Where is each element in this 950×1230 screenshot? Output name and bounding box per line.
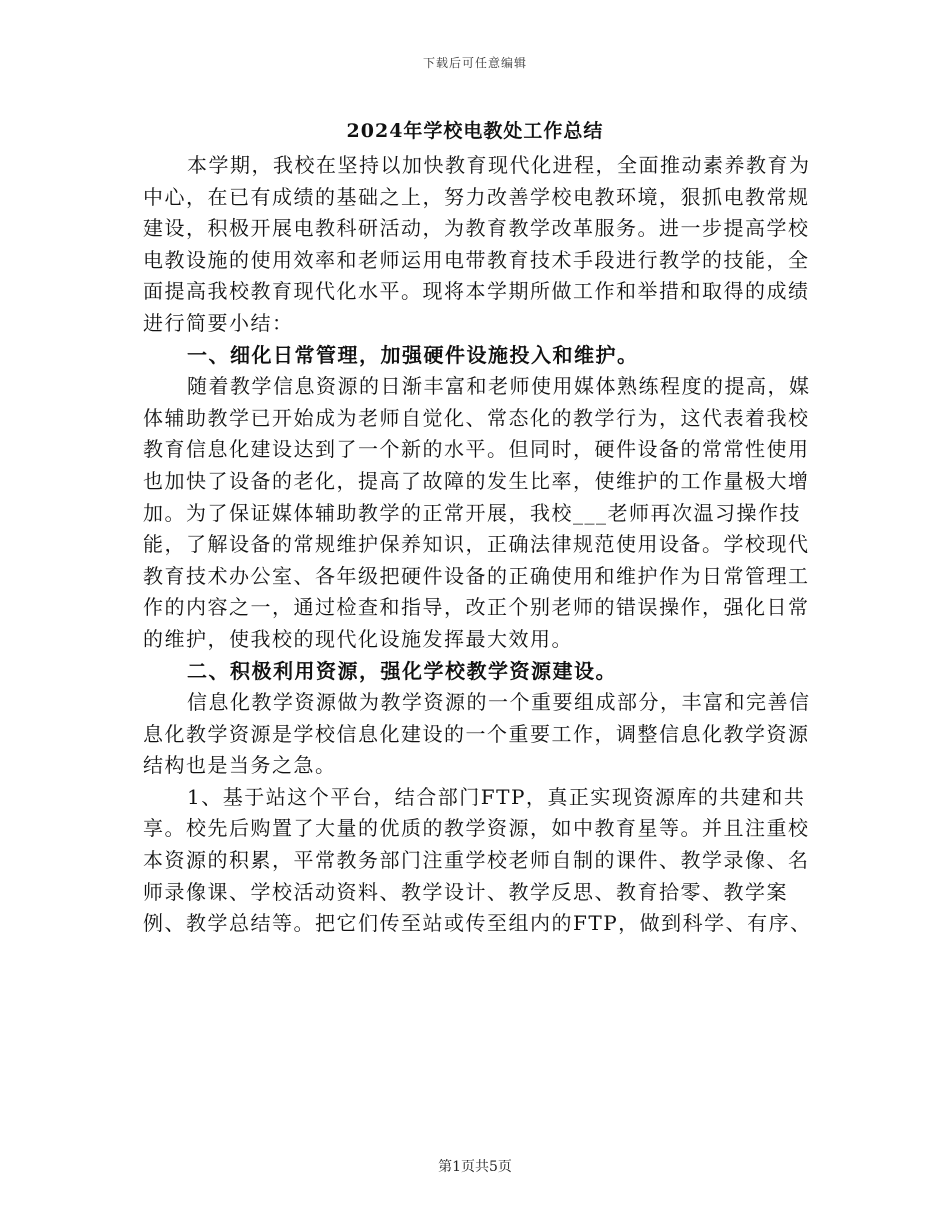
section-heading-1: 一、细化日常管理，加强硬件设施投入和维护。 (187, 342, 639, 367)
document-title: 2024年学校电教处工作总结 (346, 120, 604, 142)
paragraph-item-1: 1、基于站这个平台，结合部门FTP，真正实现资源库的共建和共享。校先后购置了大量的优质的教学资源，如中教育星等。并且注重校本资源的积累，平常教务部门注重学校老师自制的课件、教学录像、名师录像课、学校活动资料、教学设计、教学反思、教育拾零、教学案例、教学总结等。把它们传至站或传至组内的FTP，做到科学、有序、 (143, 784, 812, 936)
paragraph-section-1: 随着教学信息资源的日渐丰富和老师使用媒体熟练程度的提高，媒体辅助教学已开始成为老师自觉化、常态化的教学行为，这代表着我校教育信息化建设达到了一个新的水平。但同时，硬件设备的常常性使用也加快了设备的老化，提高了故障的发生比率，使维护的工作量极大增加。为了保证媒体辅助教学的正常开展，我校___老师再次温习操作技能，了解设备的常规维护保养知识，正确法律规范使用设备。学校现代教育技术办公室、各年级把硬件设备的正确使用和维护作为日常管理工作的内容之一，通过检查和指导，改正个别老师的错误操作，强化日常的维护，使我校的现代化设施发挥最大效用。 (143, 374, 811, 651)
page-footer: 第1页共5页 (438, 1159, 512, 1175)
paragraph-intro: 本学期，我校在坚持以加快教育现代化进程，全面推动素养教育为中心，在已有成绩的基础之上，努力改善学校电教环境，狠抓电教常规建设，积极开展电教科研活动，为教育教学改革服务。进一步提高学校电教设施的使用效率和老师运用电带教育技术手段进行教学的技能，全面提高我校教育现代化水平。现将本学期所做工作和举措和取得的成绩进行简要小结： (143, 153, 811, 335)
document-body (143, 150, 823, 940)
section-heading-2: 二、积极利用资源，强化学校教学资源建设。 (187, 658, 617, 683)
header-note: 下载后可任意编辑 (422, 56, 527, 70)
paragraph-section-2: 信息化教学资源做为教学资源的一个重要组成部分，丰富和完善信息化教学资源是学校信息化建设的一个重要工作，调整信息化教学资源结构也是当务之急。 (143, 690, 811, 778)
